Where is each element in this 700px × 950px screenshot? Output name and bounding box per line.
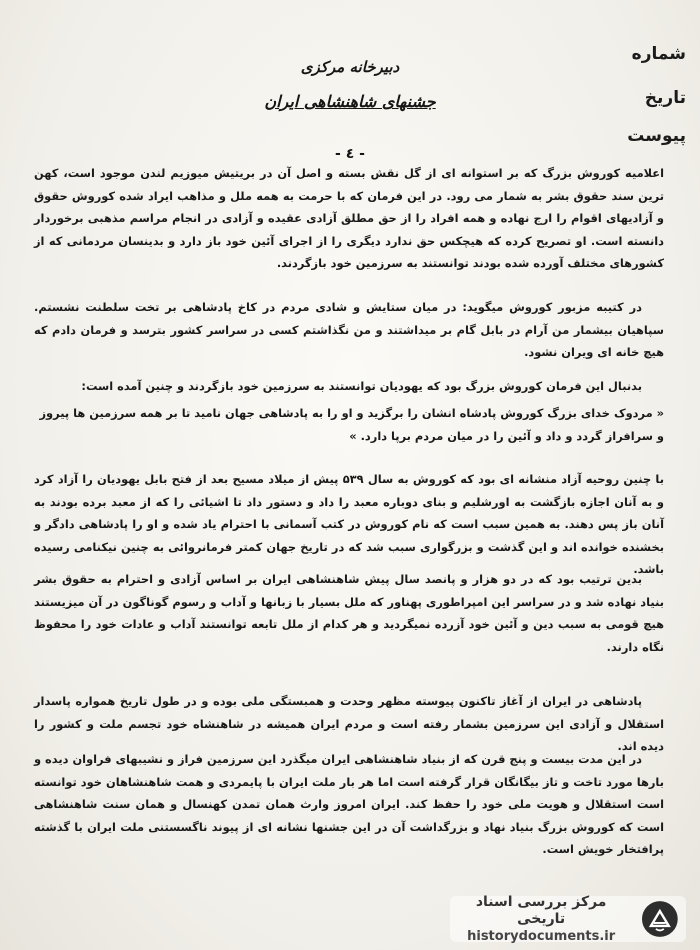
office-heading: دبیرخانه مرکزی: [300, 58, 400, 76]
number-label: شماره: [631, 44, 686, 64]
paragraph-2: در کتیبه مزبور کوروش میگوید: در میان ستایش و شادی مردم در کاخ پادشاهی بر تخت سلطنت نشستم. سپاهیان بیشمار من آرام در بابل گام بر میداشتند و من نگذاشتم کسی در سراسر کشور بترسد و فرمان دادم که هیچ خانه ای ویران نشود.: [34, 300, 664, 360]
archive-logo-icon: [640, 899, 680, 939]
watermark-url: historydocuments.ir: [467, 928, 616, 944]
quote-paragraph: « مردوک خدای بزرگ کوروش پادشاه انشان را برگزید و او را به پادشاهی جهان نامید تا بر همه سرزمین ها پیروز و سرافراز گردد و داد و آئین را در میان مردم برپا دارد. »: [39, 406, 664, 443]
archive-watermark: [450, 893, 686, 944]
watermark-title: مرکز بررسی اسناد تاریخی: [475, 893, 607, 927]
attachment-label: پیوست: [627, 126, 686, 146]
page-number: - ٤ -: [335, 146, 365, 162]
paragraph-6: بدین ترتیب بود که در دو هزار و پانصد سال پیش شاهنشاهی ایران بر اساس آزادی و احترام به حقوق بشر بنیاد نهاده شد و در سراسر این امپراطوری پهناور که ملل بسیار با زبانها و آداب و رسوم گوناگون در آن میزیستند هیچ قومی به سبب دین و آئین خود آزرده نمیگردید و هر کدام از ملل تابعه توانستند آداب و عادات خود را محفوظ نگاه دارند.: [34, 572, 664, 654]
date-label: تاریخ: [644, 88, 686, 108]
paragraph-8: در این مدت بیست و پنج قرن که از بنیاد شاهنشاهی ایران میگذرد این سرزمین فراز و نشیبهای فراوان دیده و بارها مورد تاخت و تاز بیگانگان قرار گرفته است اما هر بار ملت ایران با پایمردی و همت شاهنشاهان خود توانسته است استقلال و هویت ملی خود را حفظ کند. ایران امروز وارث همان تمدن کهنسال و همان سنت شاهنشاهی است که کوروش بزرگ بنیاد نهاد و بزرگداشت آن در این جشنها نشانه ای از پیوند ناگسستنی ملت ایران با گذشته پرافتخار خویش است.: [34, 752, 664, 857]
paragraph-3: بدنبال این فرمان کوروش بزرگ بود که یهودیان توانستند به سرزمین خود بازگردند و چنین آمده است:: [81, 379, 642, 393]
event-heading: جشنهای شاهنشاهی ایران: [264, 92, 436, 111]
paragraph-5: با چنین روحیه آزاد منشانه ای بود که کوروش به سال ۵۳۹ پیش از میلاد مسیح بعد از فتح بابل یهودیان را آزاد کرد و به آنان اجازه بازگشت به اورشلیم و بنای دوباره معبد را داد و دستور داد تا اشیائی را که از معبد برده بودند به آنان باز پس دهند. به همین سبب است که نام کوروش در کتب آسمانی با احترام یاد شده و او را پادشاهی دادگر و بخشنده خوانده اند و این گذشت و بزرگواری سبب شد که در تاریخ جهان کمتر فرمانروائی به چنین نیکنامی رسیده باشد.: [34, 472, 664, 577]
paragraph-1: اعلامیه کوروش بزرگ که بر استوانه ای از گل نقش بسته و اصل آن در بریتیش میوزیم لندن موجود است، کهن ترین سند حقوق بشر به شمار می رود. در این فرمان که با حرمت به همه ملل و مذاهب ایراد شده کوروش حقوق و آزادیهای اقوام را ارج نهاده و همه افراد را از حق مطلق آزادی عقیده و آزادی در انجام مراسم مذهبی برخوردار دانسته است. او تصریح کرده که هیچکس حق ندارد دیگری را از اجرای آئین خود باز دارد و بدینسان مردمانی که از کشورهای مختلف آورده شده بودند توانستند به سرزمین خود بازگردند.: [34, 166, 664, 271]
watermark-text: [450, 894, 632, 945]
paragraph-7: پادشاهی در ایران از آغاز تاکنون پیوسته مظهر وحدت و همبستگی ملی بوده و در طول تاریخ همواره پاسدار استقلال و آزادی این سرزمین بشمار رفته است و مردم ایران همیشه در شاهنشاه خود تجسم ملت و کشور را دیده اند.: [34, 694, 664, 754]
